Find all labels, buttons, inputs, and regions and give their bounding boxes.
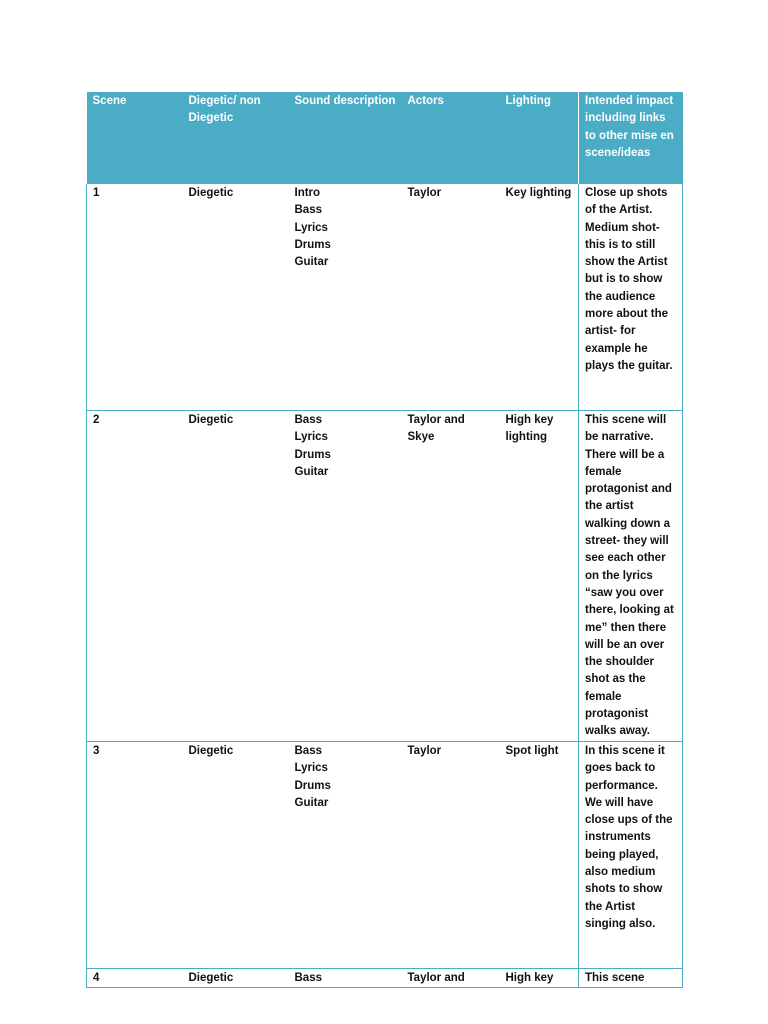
- cell-intended-impact: This scene: [579, 969, 683, 988]
- header-lighting: Lighting: [505, 95, 551, 107]
- cell-scene: 1: [93, 187, 100, 199]
- table-row: [87, 969, 683, 988]
- cell-diegetic: Diegetic: [188, 414, 234, 426]
- cell-diegetic: Diegetic: [188, 187, 234, 199]
- cell-sound-description: Bass: [294, 972, 322, 984]
- header-row: [87, 92, 683, 184]
- cell-actors: Taylor and: [407, 972, 465, 984]
- cell-actors: Taylor: [407, 745, 442, 757]
- cell-sound-description: Bass Lyrics Drums Guitar: [294, 745, 331, 809]
- cell-intended-impact: In this scene it goes back to performance. We will have close ups of the instruments being played, also medium shots to show the Artist singing also.: [579, 742, 683, 969]
- cell-lighting: Key lighting: [505, 187, 572, 199]
- table-row: [87, 184, 683, 411]
- cell-sound-description: Bass Lyrics Drums Guitar: [294, 414, 331, 478]
- cell-lighting: High key: [505, 972, 554, 984]
- table-header: [87, 92, 683, 184]
- cell-intended-impact: Close up shots of the Artist. Medium shot- this is to still show the Artist but is to show the audience more about the artist- for example he plays the guitar.: [579, 184, 683, 411]
- cell-actors: Taylor: [407, 187, 442, 199]
- cell-actors: Taylor and Skye: [407, 414, 465, 444]
- header-actors: Actors: [407, 95, 444, 107]
- table-body: [87, 184, 683, 988]
- cell-scene: 3: [93, 745, 100, 757]
- cell-sound-description: Intro Bass Lyrics Drums Guitar: [294, 187, 331, 269]
- header-intended-impact: Intended impact including links to other mise en scene/ideas: [579, 92, 683, 184]
- cell-diegetic: Diegetic: [188, 745, 234, 757]
- cell-lighting: Spot light: [505, 745, 559, 757]
- cell-scene: 2: [93, 414, 100, 426]
- header-sound-description: Sound description: [294, 95, 396, 107]
- header-scene: Scene: [92, 95, 127, 107]
- cell-intended-impact: This scene will be narrative. There will be a female protagonist and the artist walking down a street- they will see each other on the lyrics “saw you over there, looking at me” then there will be an over the shoulder shot as the female protagonist walks away.: [579, 411, 683, 742]
- cell-lighting: High key lighting: [505, 414, 554, 444]
- table-row: [87, 742, 683, 969]
- header-diegetic: Diegetic/ non Diegetic: [188, 95, 261, 125]
- table-row: [87, 411, 683, 742]
- scene-plan-table: [86, 92, 683, 988]
- cell-scene: 4: [93, 972, 100, 984]
- cell-diegetic: Diegetic: [188, 972, 234, 984]
